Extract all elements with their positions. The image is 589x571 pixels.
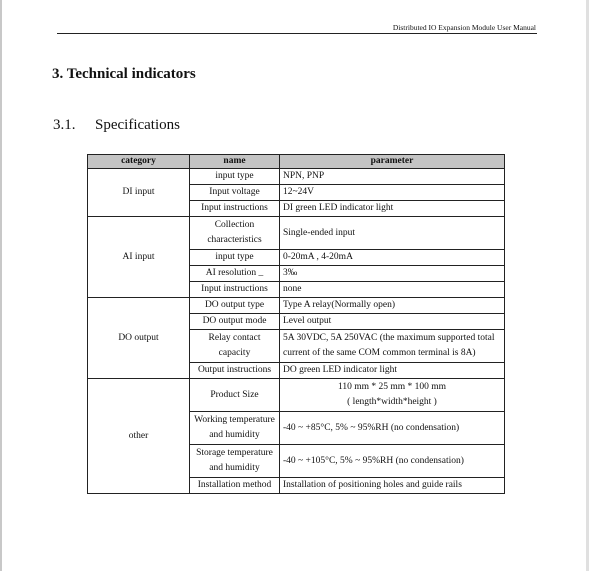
- table-row: [88, 217, 505, 250]
- page-edge-left: [0, 0, 2, 571]
- name-cell: Input voltage: [190, 185, 280, 201]
- parameter-cell: Single-ended input: [280, 217, 505, 250]
- name-cell: input type: [190, 169, 280, 185]
- table-header-row: [88, 155, 505, 169]
- name-cell: Storage temperature and humidity: [190, 445, 280, 478]
- name-cell: AI resolution _: [190, 266, 280, 282]
- parameter-cell: -40 ~ +85°C, 5% ~ 95%RH (no condensation): [280, 412, 505, 445]
- category-cell: other: [88, 379, 190, 494]
- parameter-cell: NPN, PNP: [280, 169, 505, 185]
- product-size-legend: ( length*width*height ): [347, 397, 437, 407]
- running-header: Distributed IO Expansion Module User Manual: [392, 23, 536, 32]
- section-heading: 3. Technical indicators: [52, 66, 196, 82]
- category-cell: DI input: [88, 169, 190, 217]
- parameter-cell: DI green LED indicator light: [280, 201, 505, 217]
- table-row: [88, 379, 505, 412]
- name-cell: Output instructions: [190, 363, 280, 379]
- parameter-cell: Type A relay(Normally open): [280, 298, 505, 314]
- name-cell: Installation method: [190, 478, 280, 494]
- parameter-cell: none: [280, 282, 505, 298]
- table-row: [88, 298, 505, 314]
- subsection-heading: [53, 117, 180, 134]
- parameter-cell: [280, 379, 505, 412]
- subsection-number: 3.1.: [53, 117, 76, 133]
- table-row: [88, 169, 505, 185]
- name-cell: Working temperature and humidity: [190, 412, 280, 445]
- column-header-category: category: [88, 155, 190, 169]
- specifications-table: [87, 154, 505, 494]
- parameter-cell: Level output: [280, 314, 505, 330]
- name-cell: DO output type: [190, 298, 280, 314]
- parameter-cell: 12~24V: [280, 185, 505, 201]
- name-cell: Relay contact capacity: [190, 330, 280, 363]
- parameter-cell: 3‰: [280, 266, 505, 282]
- product-size-dimensions: 110 mm * 25 mm * 100 mm: [337, 382, 447, 392]
- header-rule: [57, 33, 537, 34]
- parameter-cell: DO green LED indicator light: [280, 363, 505, 379]
- name-cell: Product Size: [190, 379, 280, 412]
- parameter-cell: 5A 30VDC, 5A 250VAC (the maximum supported total current of the same COM common terminal is 8A): [280, 330, 505, 363]
- subsection-title: Specifications: [95, 117, 180, 133]
- parameter-cell: 0-20mA , 4-20mA: [280, 250, 505, 266]
- parameter-cell: -40 ~ +105°C, 5% ~ 95%RH (no condensation): [280, 445, 505, 478]
- column-header-parameter: parameter: [280, 155, 505, 169]
- name-cell: Collection characteristics: [190, 217, 280, 250]
- name-cell: Input instructions: [190, 282, 280, 298]
- category-cell: DO output: [88, 298, 190, 379]
- parameter-cell: Installation of positioning holes and guide rails: [280, 478, 505, 494]
- name-cell: Input instructions: [190, 201, 280, 217]
- category-cell: AI input: [88, 217, 190, 298]
- column-header-name: name: [190, 155, 280, 169]
- name-cell: DO output mode: [190, 314, 280, 330]
- name-cell: input type: [190, 250, 280, 266]
